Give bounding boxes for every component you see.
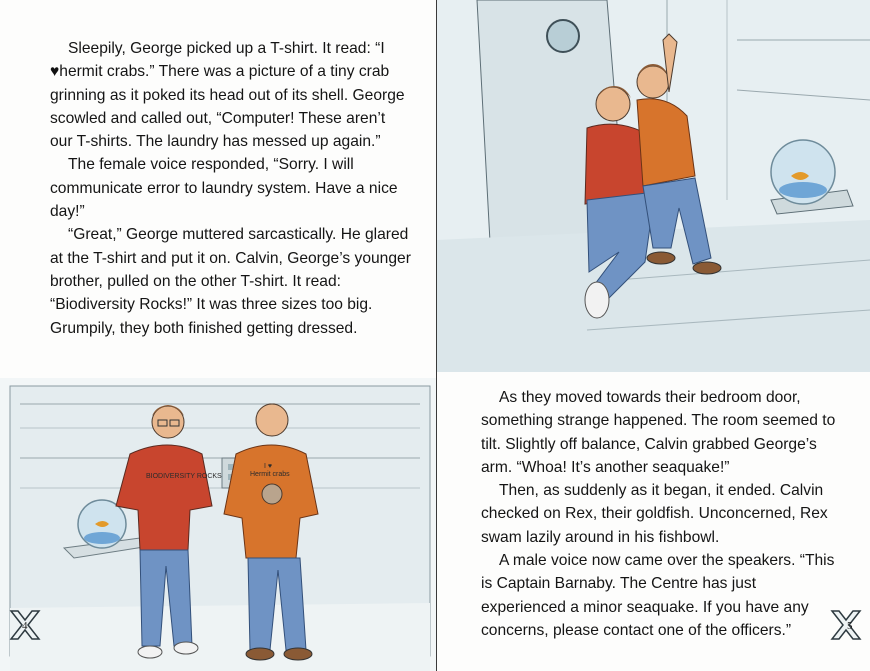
heart-icon: ♥	[50, 63, 60, 81]
paragraph-6: A male voice now came over the speakers. “This is Captain Barnaby. The Centre has just experienced a minor seaquake. If you have any concerns, please contact one of the officers.”	[481, 552, 835, 639]
paragraph-3: “Great,” George muttered sarcastically. He glared at the T-shirt and put it on. Calvin, George’s younger brother, pulled on the other T-shirt. It read: “Biodiversity Rocks!” It was three sizes too big. Grumpily, they both finished getting dressed.	[50, 226, 411, 337]
paragraph-1: Sleepily, George picked up a T-shirt. It read: “I ♥hermit crabs.” There was a picture of a tiny crab grinning as it poked its head out of its shell. George scowled and called out, “Computer! These aren’t our T-shirts. The laundry has messed up again.”	[50, 40, 405, 151]
illustration-boys-dressing	[0, 378, 437, 671]
x-marker-icon	[829, 608, 863, 642]
paragraph-5: Then, as suddenly as it began, it ended. Calvin checked on Rex, their goldfish. Unconcerned, Rex swam lazily around in his fishbowl.	[481, 482, 828, 546]
shirt-text-i-heart: I ♥	[264, 463, 273, 470]
illustration-seaquake	[437, 0, 870, 372]
left-page-text	[50, 37, 412, 340]
paragraph-2: The female voice responded, “Sorry. I will communicate error to laundry system. Have a nice day!”	[50, 156, 398, 221]
hermit-crab-icon	[262, 484, 282, 504]
page-number-left: 4	[22, 620, 28, 632]
page-number-right: 5	[847, 620, 853, 632]
right-page	[437, 0, 870, 671]
paragraph-4: As they moved towards their bedroom door, something strange happened. The room seemed to tilt. Slightly off balance, Calvin grabbed George’s arm. “Whoa! It’s another seaquake!”	[481, 389, 836, 476]
right-page-text	[481, 386, 841, 642]
shirt-text-hermit-crabs: Hermit crabs	[250, 471, 290, 478]
shirt-text-biodiversity: BIODIVERSITY ROCKS	[146, 473, 222, 480]
